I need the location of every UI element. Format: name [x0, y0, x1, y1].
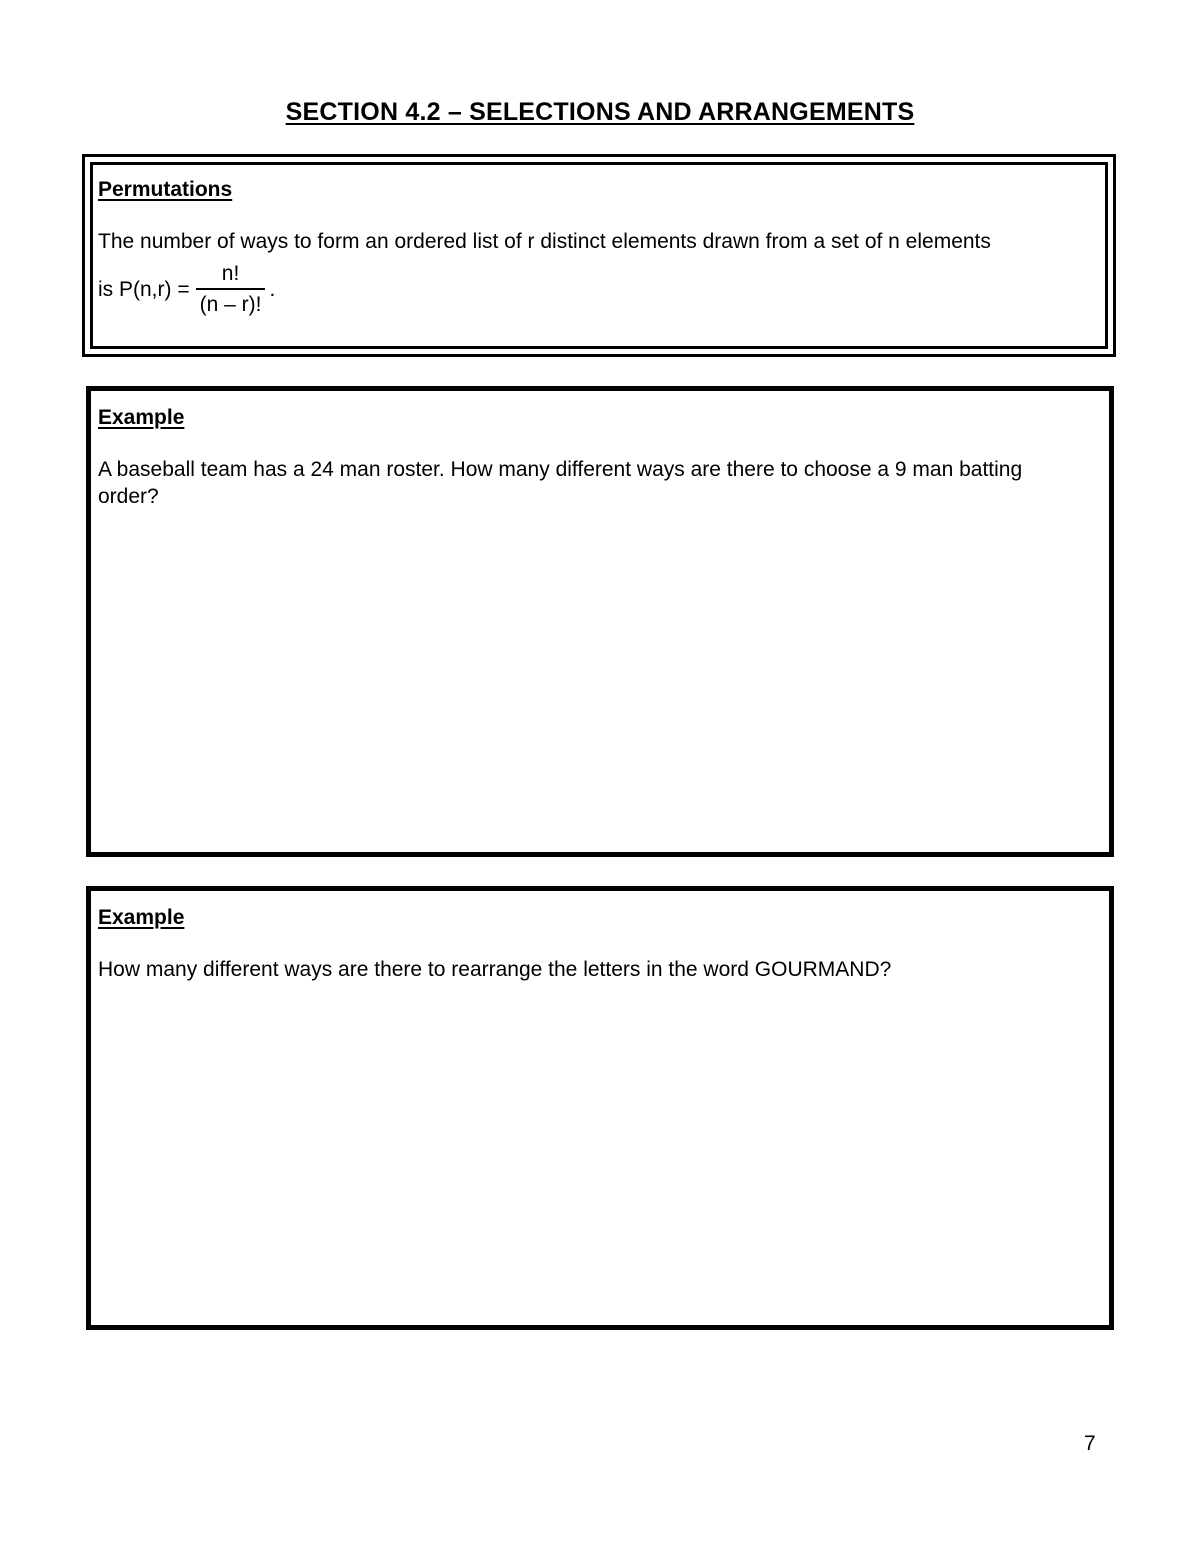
permutation-formula [98, 258, 275, 322]
example-1-heading: Example [98, 406, 185, 429]
formula-numerator: n! [221, 262, 240, 285]
example-1-text: A baseball team has a 24 man roster. How many different ways are there to choose a 9 man batting order? [98, 458, 1023, 508]
example-2-heading: Example [98, 906, 185, 929]
definition-text: The number of ways to form an ordered list of r distinct elements drawn from a set of n elements [98, 230, 991, 253]
definition-heading: Permutations [98, 178, 233, 201]
example-box-2 [86, 886, 1114, 1330]
page-title: SECTION 4.2 – SELECTIONS AND ARRANGEMENTS [285, 98, 915, 126]
formula-denominator: (n – r)! [199, 293, 262, 316]
formula-prefix: is P(n,r) = [98, 278, 190, 301]
formula-fraction [196, 262, 266, 318]
page-number: 7 [1084, 1432, 1096, 1455]
example-2-text: How many different ways are there to rearrange the letters in the word GOURMAND? [98, 958, 892, 981]
formula-suffix: . [269, 278, 276, 301]
